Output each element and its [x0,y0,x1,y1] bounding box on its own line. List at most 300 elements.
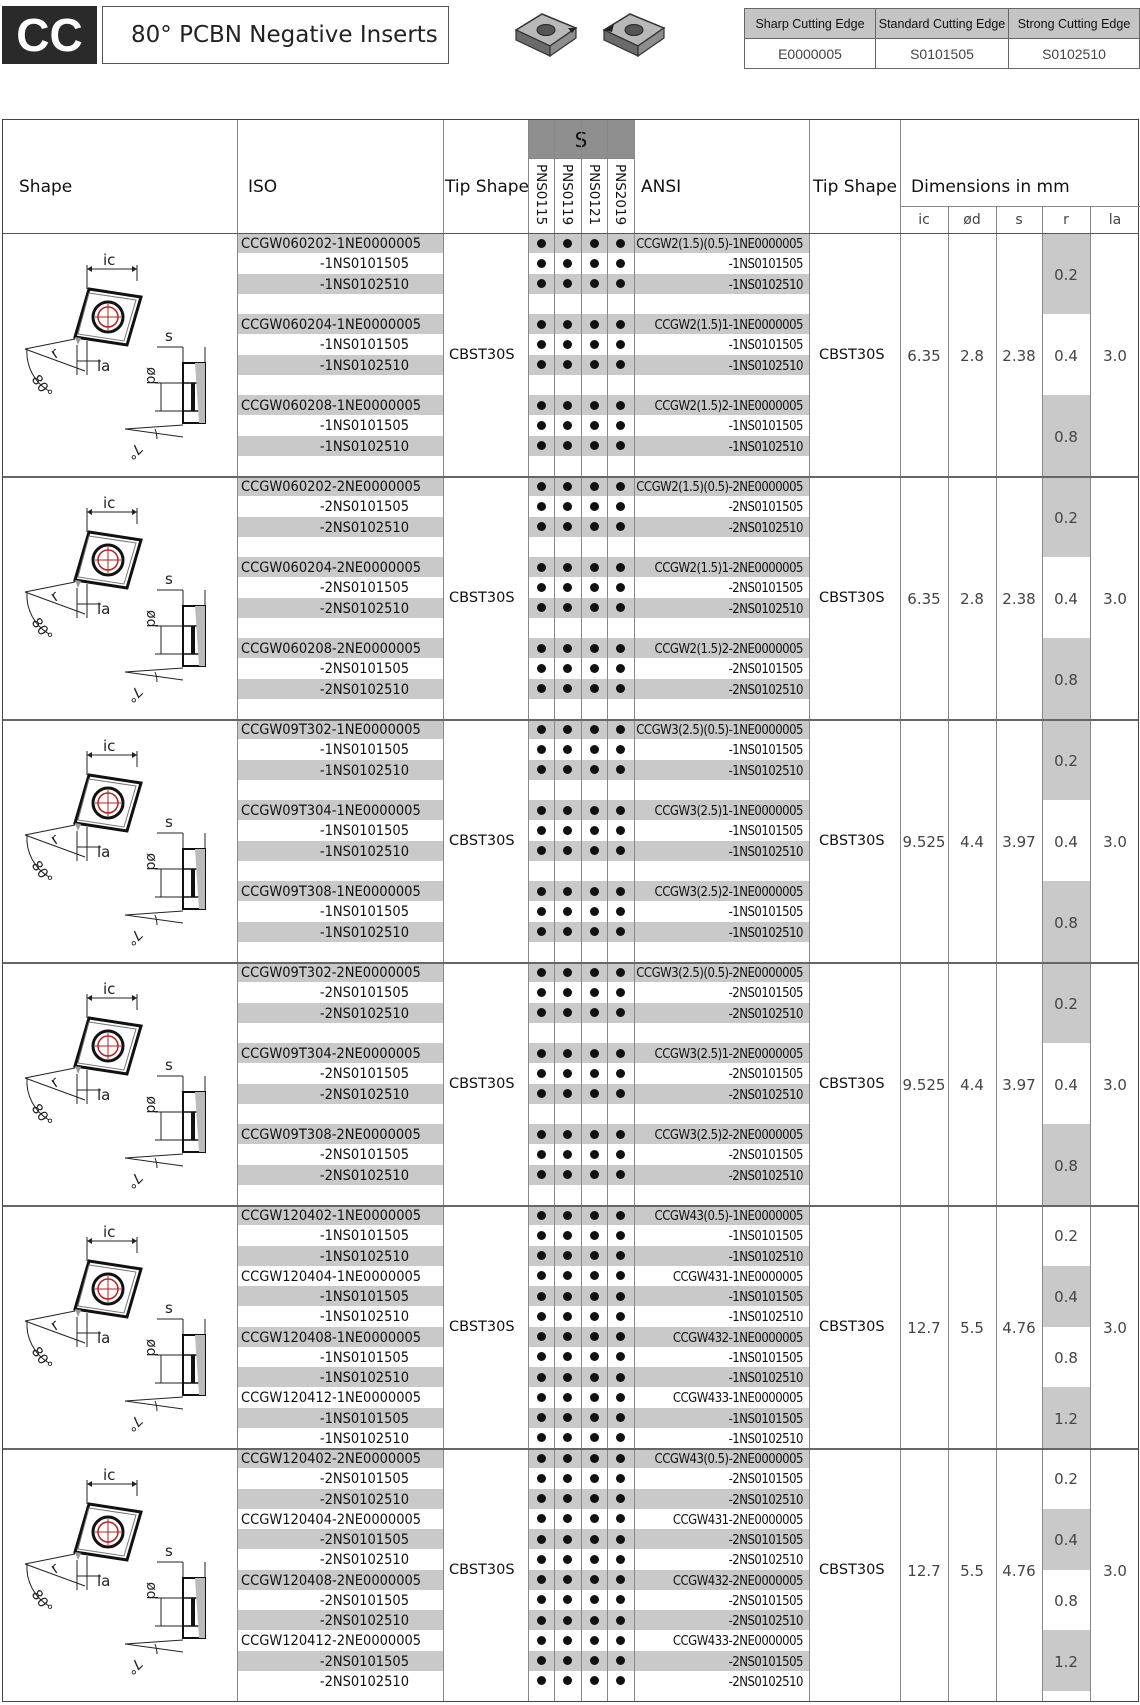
diagram-label-r: r [46,343,63,363]
availability-dot [537,1636,546,1645]
diagram-label-gamma: 7° [122,1654,146,1676]
availability-dot [563,745,572,754]
dim-r-value: 0.8 [1054,1348,1078,1367]
availability-dot [590,765,599,774]
diagram-label-gamma: 7° [122,682,146,704]
dim-r-value: 0.8 [1054,1156,1078,1175]
tip-shape2-value: CBST30S [819,589,885,606]
ansi-code: CCGW3(2.5)2-1NE0000005 [654,885,803,900]
availability-dot [590,1170,599,1179]
availability-dot [616,1292,625,1301]
ansi-code: -2NS0102510 [728,1674,803,1690]
availability-dot [537,1575,546,1584]
diagram-label-gamma: 7° [122,1411,146,1433]
availability-dot [616,826,625,835]
availability-dot [590,1231,599,1240]
dim-ic-value: 9.525 [902,832,946,851]
availability-dot [563,1049,572,1058]
availability-dot [590,563,599,572]
diagram-label-s: s [165,1299,173,1317]
iso-code: -1NS0102510 [319,1248,409,1265]
availability-dot [590,927,599,936]
availability-dot [616,1555,625,1564]
availability-dot [590,603,599,612]
availability-dot [616,1393,625,1402]
ansi-code: CCGW2(1.5)1-1NE0000005 [654,318,803,333]
availability-dot [616,1656,625,1665]
edge-label-standard: Standard Cutting Edge [876,9,1009,39]
availability-dot [537,1433,546,1442]
header-bottom-line [3,233,1138,234]
availability-dot [537,765,546,774]
availability-dot [590,1575,599,1584]
availability-dot [616,988,625,997]
col-line [528,120,529,1701]
diagram-label-la: la [97,843,111,861]
ansi-code: CCGW2(1.5)(0.5)-1NE0000005 [636,237,803,252]
availability-dot [590,745,599,754]
tip-shape2-value: CBST30S [819,832,885,849]
availability-dot [590,1150,599,1159]
grade-header-pns0119: PNS0119 [559,164,575,226]
availability-dot [537,1089,546,1098]
availability-dot [590,1251,599,1260]
grade-header-pns2019: PNS2019 [612,164,628,226]
dim-r-value: 0.2 [1054,994,1078,1013]
availability-dot [563,1595,572,1604]
dimensions-header: Dimensions in mm [911,177,1070,197]
group-separator [3,1448,1138,1450]
availability-dot [590,1636,599,1645]
availability-dot [537,441,546,450]
ansi-code: -2NS0102510 [728,1553,803,1569]
diagram-label-r: r [46,1315,63,1335]
availability-dot [537,1251,546,1260]
availability-dot [537,259,546,268]
availability-dot [590,725,599,734]
diagram-label-s: s [165,1056,173,1074]
ansi-code: -1NS0101505 [728,824,803,840]
ansi-code: CCGW431-2NE0000005 [672,1512,803,1528]
series-logo: CC [2,6,97,64]
availability-dot [590,846,599,855]
availability-dot [616,1494,625,1503]
dim-r-value: 1.2 [1054,1409,1078,1428]
tip-shape-header: Tip Shape [445,177,530,197]
availability-dot [563,522,572,531]
diagram-label-la: la [97,1329,111,1347]
ansi-header: ANSI [641,177,682,197]
col-line [443,120,444,1701]
grade-header-pns0121: PNS0121 [586,164,602,226]
diagram-label-ic: ic [103,251,116,269]
tip-shape-value: CBST30S [449,1075,515,1092]
availability-dot [537,745,546,754]
iso-code: -1NS0101505 [319,904,409,921]
availability-dot [563,583,572,592]
availability-dot [537,968,546,977]
availability-dot [537,1211,546,1220]
iso-code: CCGW060208-2NE0000005 [241,641,422,657]
availability-dot [563,1535,572,1544]
availability-dot [616,502,625,511]
availability-dot [590,887,599,896]
ansi-code: -2NS0101505 [728,1593,803,1609]
dim-s-value: 2.38 [1002,346,1036,365]
iso-code: -1NS0102510 [319,1370,409,1386]
ansi-code: -2NS0101505 [728,1472,803,1488]
iso-code: CCGW120404-1NE0000005 [241,1268,422,1285]
availability-dot [537,1271,546,1280]
ansi-code: -1NS0101505 [728,338,803,354]
iso-code: CCGW120408-2NE0000005 [241,1572,422,1589]
availability-dot [563,1251,572,1260]
col-line [809,120,810,1701]
dim-r-value: 0.2 [1054,1227,1078,1246]
iso-code: CCGW060204-2NE0000005 [241,560,422,576]
availability-dot [616,745,625,754]
ansi-code: -2NS0101505 [728,500,803,516]
availability-dot [537,846,546,855]
availability-dot [537,1454,546,1463]
tip-shape2-value: CBST30S [819,1075,885,1092]
col-line [1090,206,1091,1701]
iso-code: -1NS0102510 [319,924,409,941]
diagram-label-s: s [165,813,173,831]
availability-dot [563,806,572,815]
ansi-code: CCGW432-1NE0000005 [672,1330,803,1346]
diagram-label-gamma: 7° [122,439,146,461]
insert-shape-diagram [5,970,235,1190]
availability-dot [616,907,625,916]
dim-sub-header-3: r [1063,212,1069,228]
diagram-label-d: ød [143,1096,159,1114]
availability-dot [563,603,572,612]
dim-la-value: 3.0 [1103,1318,1127,1337]
availability-dot [590,340,599,349]
availability-dot [563,401,572,410]
grade-group-label: S [574,128,588,152]
edge-code-sharp: E0000005 [745,39,876,69]
availability-dot [537,1373,546,1382]
tip-shape-value: CBST30S [449,832,515,849]
dim-la-value: 3.0 [1103,1561,1127,1580]
availability-dot [537,563,546,572]
availability-dot [563,1211,572,1220]
col-line [948,206,949,1701]
availability-dot [563,1393,572,1402]
iso-code: CCGW120408-1NE0000005 [241,1329,422,1346]
ansi-code: CCGW3(2.5)1-2NE0000005 [654,1047,803,1062]
availability-dot [563,259,572,268]
dim-la-value: 3.0 [1103,1075,1127,1094]
availability-dot [563,502,572,511]
ansi-code: -1NS0101505 [728,743,803,759]
availability-dot [563,1312,572,1321]
diagram-label-gamma: 7° [122,1168,146,1190]
availability-dot [590,664,599,673]
availability-dot [537,826,546,835]
availability-dot [616,563,625,572]
availability-dot [616,259,625,268]
availability-dot [590,1393,599,1402]
tip-shape-value: CBST30S [449,1561,515,1578]
availability-dot [537,1292,546,1301]
availability-dot [537,279,546,288]
availability-dot [563,563,572,572]
col-line [581,120,582,1701]
availability-dot [537,583,546,592]
ansi-code: -2NS0102510 [728,520,803,536]
iso-code: CCGW09T308-2NE0000005 [241,1127,421,1143]
ansi-code: CCGW2(1.5)2-1NE0000005 [654,399,803,414]
availability-dot [563,1150,572,1159]
availability-dot [537,1595,546,1604]
availability-dot [616,1150,625,1159]
iso-code: CCGW09T304-1NE0000005 [241,803,421,819]
availability-dot [616,644,625,653]
iso-code: CCGW09T302-2NE0000005 [241,965,421,981]
diagram-label-angle: 80° [27,615,56,645]
diagram-label-d: ød [143,1339,159,1357]
iso-code: -2NS0102510 [319,1673,409,1690]
availability-dot [537,1352,546,1361]
availability-dot [590,583,599,592]
availability-dot [616,1433,625,1442]
availability-dot [537,644,546,653]
availability-dot [563,239,572,248]
availability-dot [616,441,625,450]
iso-code: CCGW120402-2NE0000005 [241,1451,422,1467]
ansi-code: CCGW2(1.5)(0.5)-2NE0000005 [636,480,803,495]
availability-dot [537,927,546,936]
availability-dot [563,1433,572,1442]
diagram-label-d: ød [143,610,159,628]
availability-dot [616,1454,625,1463]
availability-dot [590,1535,599,1544]
dim-r-value: 0.4 [1054,1531,1078,1550]
dim-d-value: 4.4 [960,1075,984,1094]
availability-dot [616,1636,625,1645]
ansi-code: CCGW3(2.5)(0.5)-1NE0000005 [636,723,803,738]
dim-ic-value: 9.525 [902,1075,946,1094]
dim-s-value: 3.97 [1002,832,1036,851]
availability-dot [563,968,572,977]
group-separator [3,719,1138,721]
availability-dot [563,1656,572,1665]
iso-code: -2NS0102510 [319,1086,409,1103]
ansi-code: -2NS0102510 [728,1006,803,1022]
diagram-label-gamma: 7° [122,925,146,947]
iso-code: -2NS0101505 [319,1471,409,1488]
ansi-code: -2NS0102510 [728,1492,803,1508]
ansi-code: -2NS0102510 [728,601,803,617]
availability-dot [590,1069,599,1078]
tip-shape2-value: CBST30S [819,346,885,363]
dim-d-value: 2.8 [960,346,984,365]
tip-shape-value: CBST30S [449,346,515,363]
availability-dot [590,1373,599,1382]
availability-dot [563,1636,572,1645]
diagram-label-ic: ic [103,494,116,512]
availability-dot [590,826,599,835]
availability-dot [563,1008,572,1017]
insert-shape-diagram [5,1456,235,1676]
iso-code: CCGW060202-1NE0000005 [241,236,422,252]
iso-code: -1NS0102510 [319,276,409,293]
availability-dot [563,1332,572,1341]
iso-code: CCGW060208-1NE0000005 [241,398,422,414]
ansi-code: CCGW431-1NE0000005 [672,1269,803,1285]
availability-dot [537,603,546,612]
iso-header: ISO [248,177,278,197]
availability-dot [537,1393,546,1402]
availability-dot [590,1292,599,1301]
availability-dot [616,1312,625,1321]
ansi-code: -2NS0101505 [728,1654,803,1670]
availability-dot [590,1413,599,1422]
iso-code: -1NS0101505 [319,256,409,273]
dim-ic-value: 12.7 [907,1318,941,1337]
iso-code: CCGW120412-1NE0000005 [241,1390,422,1407]
availability-dot [616,583,625,592]
iso-code: CCGW120404-2NE0000005 [241,1511,422,1528]
availability-dot [563,725,572,734]
availability-dot [590,522,599,531]
tip-shape-value: CBST30S [449,589,515,606]
edge-code-strong: S0102510 [1009,39,1140,69]
availability-dot [616,1332,625,1341]
availability-dot [616,1170,625,1179]
availability-dot [590,1454,599,1463]
availability-dot [563,664,572,673]
availability-dot [616,846,625,855]
dim-sub-header-4: la [1108,212,1122,228]
ansi-code: CCGW3(2.5)(0.5)-2NE0000005 [636,966,803,981]
page-title: 80° PCBN Negative Inserts [102,6,449,64]
ansi-code: CCGW432-2NE0000005 [672,1573,803,1589]
availability-dot [616,1271,625,1280]
dim-r-value: 0.2 [1054,1470,1078,1489]
dim-r-value: 0.2 [1054,508,1078,527]
availability-dot [563,1474,572,1483]
page-header [0,0,1140,70]
iso-code: -2NS0102510 [319,519,409,536]
availability-dot [590,239,599,248]
dim-sub-header-0: ic [918,212,930,228]
availability-dot [537,1130,546,1139]
availability-dot [590,1211,599,1220]
availability-dot [590,1616,599,1625]
availability-dot [616,927,625,936]
availability-dot [563,421,572,430]
diagram-label-ic: ic [103,1223,116,1241]
diagram-label-la: la [97,1572,111,1590]
ansi-code: -2NS0101505 [728,1067,803,1083]
availability-dot [563,279,572,288]
availability-dot [537,1312,546,1321]
availability-dot [590,1049,599,1058]
availability-dot [590,401,599,410]
availability-dot [563,1069,572,1078]
availability-dot [537,664,546,673]
availability-dot [563,1555,572,1564]
ansi-code: -1NS0101505 [728,905,803,921]
dim-r-value: 0.2 [1054,751,1078,770]
availability-dot [563,1231,572,1240]
availability-dot [590,1433,599,1442]
availability-dot [616,968,625,977]
availability-dot [563,887,572,896]
ansi-code: -2NS0101505 [728,1533,803,1548]
dim-r-value: 0.4 [1054,832,1078,851]
ansi-code: CCGW3(2.5)1-1NE0000005 [654,804,803,819]
diagram-label-la: la [97,600,111,618]
iso-code: -2NS0101505 [319,499,409,516]
dim-sub-header-2: s [1015,212,1023,228]
tip-shape2-value: CBST30S [819,1561,885,1578]
availability-dot [537,1049,546,1058]
availability-dot [590,907,599,916]
availability-dot [616,320,625,329]
availability-dot [616,239,625,248]
dim-r-value: 0.4 [1054,1075,1078,1094]
iso-code: -2NS0102510 [319,681,409,698]
ansi-code: -2NS0101505 [728,986,803,1002]
availability-dot [616,1474,625,1483]
availability-dot [563,1292,572,1301]
dim-r-value: 0.4 [1054,1288,1078,1307]
availability-dot [616,887,625,896]
availability-dot [537,1676,546,1685]
availability-dot [616,1008,625,1017]
availability-dot [590,1595,599,1604]
availability-dot [563,765,572,774]
iso-code: -2NS0102510 [319,1613,409,1629]
ansi-code: CCGW433-1NE0000005 [672,1391,803,1407]
ansi-code: -1NS0102510 [728,277,803,293]
ansi-code: -1NS0101505 [728,1411,803,1427]
diagram-label-angle: 80° [27,1344,56,1374]
availability-dot [563,1514,572,1523]
availability-dot [563,1454,572,1463]
ansi-code: -2NS0102510 [728,1168,803,1184]
edge-label-sharp: Sharp Cutting Edge [745,9,876,39]
dim-la-value: 3.0 [1103,832,1127,851]
availability-dot [537,1413,546,1422]
iso-code: -2NS0101505 [319,985,409,1002]
availability-dot [590,806,599,815]
diagram-label-angle: 80° [27,858,56,888]
availability-dot [537,1474,546,1483]
ansi-code: -1NS0102510 [728,763,803,779]
product-table [2,119,1139,1702]
availability-dot [616,1251,625,1260]
availability-dot [563,1413,572,1422]
group-separator [3,962,1138,964]
iso-code: -2NS0101505 [319,661,409,678]
dim-r-value: 1.2 [1054,1652,1078,1671]
col-line [634,120,635,1701]
availability-dot [563,1271,572,1280]
iso-code: -2NS0102510 [319,600,409,617]
insert-shape-diagram [5,241,235,461]
availability-dot [590,360,599,369]
availability-dot [590,1271,599,1280]
iso-code: -2NS0102510 [319,1167,409,1184]
ansi-code: CCGW43(0.5)-1NE0000005 [654,1209,803,1224]
ansi-code: -1NS0102510 [728,925,803,941]
